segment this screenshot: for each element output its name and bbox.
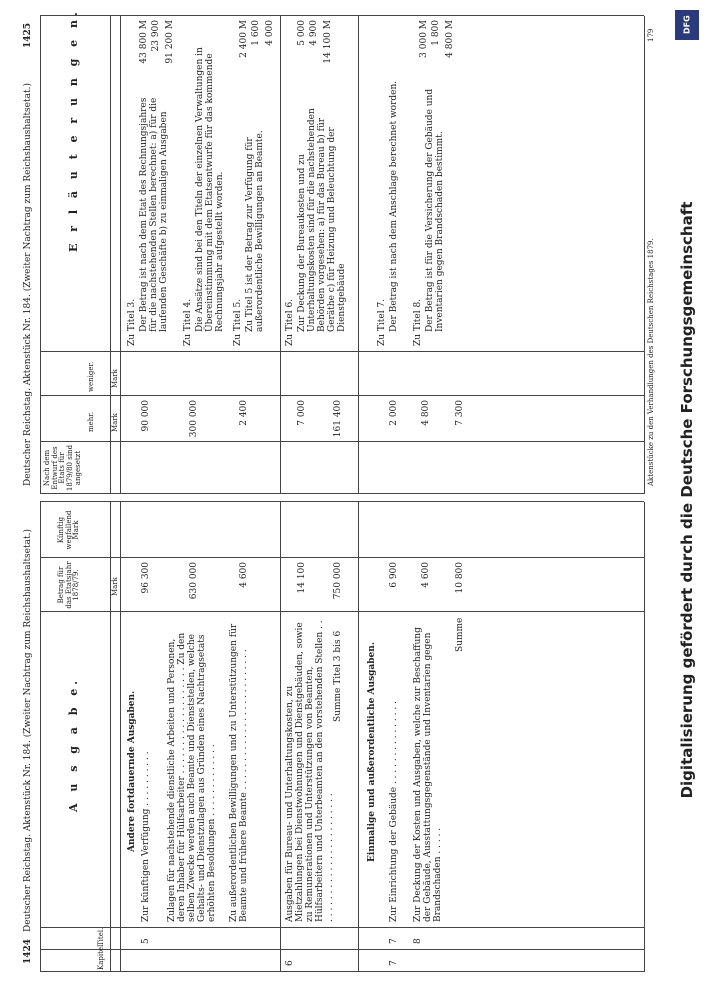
dfg-sidebar <box>667 0 707 1000</box>
betrag-value: 96 300 <box>141 562 151 594</box>
erlaeuterungen-header: E r l ä u t e r u n g e n. <box>67 8 80 252</box>
erlaeuterung-amount: 43 800 M <box>139 20 149 64</box>
vorjahr-value: 300 000 <box>189 400 199 438</box>
ausgabe-item: Ausgaben für Bureau- und Unterhaltungskosten, zu Mietzahlungen bei Dienstwohnungen und Dienstgebäuden, sowie zu Remunerationen und Unterstützungen von Beamten, Hülfsarbeitern und Unterbeamten an den vorstehenden Stellen . . . . . . . . . . . . . . . . . . . . . . . . . <box>285 620 335 922</box>
betrag-value: 4 600 <box>239 562 249 588</box>
right-page-number: 1425 <box>23 22 33 48</box>
erlaeuterung-text: Der Betrag ist nach dem Anschlage berechnet worden. <box>389 80 399 332</box>
erlaeuterung-text: Zu Titel 5 ist der Betrag zur Verfügung für außerordentliche Bewilligungen an Beamte. <box>245 130 265 332</box>
erlaeuterung-ref: Zu Titel 8. <box>413 298 423 346</box>
rotated-page-content <box>18 8 658 972</box>
kuenftig-header: Künftig wegfallend Mark <box>57 510 81 550</box>
erlaeuterung-text: Zur Deckung der Bureaukosten und zu Unterhaltungskosten sind für die nachstehenden Behörden vorgesehen: a) für das Bureau b) für Geräthe c) für Heizung und Beleuchtung der Dienstgebäude <box>297 108 347 332</box>
erlaeuterung-sum: 4 000 <box>265 20 275 46</box>
erlaeuterung-amount: 1 600 <box>251 20 261 46</box>
erlaeuterung-text: Die Ansätze sind bei den Titeln der einzelnen Verwaltungen in Übereinstimmung mit dem Etatsentwurfe für das kommende Rechnungsjahr aufgestellt worden. <box>195 47 225 332</box>
titel-number: 5 <box>141 938 151 944</box>
titel-number: 8 <box>413 938 423 944</box>
section-heading: Einmalige und außerordentliche Ausgaben. <box>367 642 377 862</box>
dfg-logo-icon: DFG <box>675 10 699 40</box>
ausgabe-item: Zur Deckung der Kosten und Ausgaben, welche zur Beschaffung der Gebäude, Ausstattungsgegenstände und Inventarien gegen Brandschaden . . . . . <box>413 627 443 922</box>
vorjahr-value: 4 800 <box>421 400 431 426</box>
footer-note: Aktenstücke zu den Verhandlungen des Deutschen Reichstages 1879. <box>647 238 655 486</box>
mark-unit: Mark <box>111 413 119 432</box>
section-heading: Andere fortdauernde Ausgaben. <box>127 690 137 852</box>
vorjahr-sum: 7 300 <box>455 400 465 426</box>
ausgabe-item: Zu außerordentlichen Bewilligungen und zu Unterstützungen für Beamte und frühere Beamte . . . . . . . . . . . . . . . . . . . . . . . . . <box>229 623 249 922</box>
sum-value: 10 800 <box>455 562 465 594</box>
vorjahr-value: 7 000 <box>297 400 307 426</box>
erlaeuterung-amount: 4 900 <box>309 20 319 46</box>
weniger-header: weniger. <box>87 361 95 392</box>
erlaeuterung-amount: 23 900 <box>151 20 161 52</box>
ausgabe-item: Zur künftigen Verfügung . . . . . . . . . . <box>141 751 151 922</box>
erlaeuterung-ref: Zu Titel 4. <box>183 298 193 346</box>
dfg-funding-notice: Digitalisierung gefördert durch die Deutsche Forschungsgemeinschaft <box>678 201 696 799</box>
betrag-header: Betrag für das Etatsjahr 1878/79. <box>57 561 81 609</box>
nach-dem-header: Nach dem Entwurf des Etats für 1879/80 sind angesetzt <box>43 444 82 492</box>
erlaeuterung-sum: 14 100 M <box>323 20 333 64</box>
erlaeuterung-ref: Zu Titel 5. <box>233 298 243 346</box>
betrag-value: 6 900 <box>389 562 399 588</box>
kapitel-header: Kapitel. <box>97 942 105 970</box>
ausgabe-item: Zur Einrichtung der Gebäude . . . . . . . . . . . . . . . <box>389 701 399 922</box>
sum-value: 750 000 <box>333 562 343 600</box>
erlaeuterung-text: Der Betrag ist für die Versicherung der Gebäude und Inventarien gegen Brandschaden bestimmt. <box>425 88 445 332</box>
sum-label: Summe <box>455 617 465 652</box>
sum-label: Summe Titel 3 bis 6 <box>333 630 343 722</box>
left-page-number: 1424 <box>23 938 33 964</box>
vorjahr-value: 2 000 <box>389 400 399 426</box>
erlaeuterung-amount: 5 000 <box>297 20 307 46</box>
erlaeuterung-text: Der Betrag ist nach dem Etat des Rechnungsjahres für die nachstehenden Stellen berechnet: a) für die laufenden Geschäfte b) zu einmaligen Ausgaben <box>139 97 169 332</box>
kapitel-number: 7 <box>389 960 399 966</box>
titel-header: Titel. <box>97 927 105 946</box>
vorjahr-sum: 161 400 <box>333 400 343 438</box>
footer-number: 179 <box>647 28 655 42</box>
erlaeuterung-sum: 4 800 M <box>445 20 455 58</box>
erlaeuterung-amount: 3 000 M <box>419 20 429 58</box>
scanned-document <box>18 8 658 972</box>
betrag-value: 4 600 <box>421 562 431 588</box>
betrag-value: 14 100 <box>297 562 307 594</box>
ausgabe-header: A u s g a b e. <box>67 676 80 812</box>
mehr-header: mehr. <box>87 411 95 432</box>
erlaeuterung-ref: Zu Titel 6. <box>285 298 295 346</box>
mark-unit: Mark <box>111 369 119 388</box>
vorjahr-value: 90 000 <box>141 400 151 432</box>
titel-number: 7 <box>389 938 399 944</box>
right-header-title: Deutscher Reichstag. Aktenstück Nr. 184. (Zweiter Nachtrag zum Reichshaushaltsetat.) <box>23 83 33 486</box>
left-header-title: Deutscher Reichstag. Aktenstück Nr. 184. (Zweiter Nachtrag zum Reichshaushaltsetat.) <box>23 529 33 932</box>
erlaeuterung-ref: Zu Titel 3. <box>127 298 137 346</box>
erlaeuterung-sum: 91 200 M <box>165 20 175 64</box>
vorjahr-value: 2 400 <box>239 400 249 426</box>
kapitel-number: 6 <box>285 960 295 966</box>
betrag-unit: Mark <box>111 577 119 596</box>
betrag-value: 630 000 <box>189 562 199 600</box>
erlaeuterung-ref: Zu Titel 7. <box>377 298 387 346</box>
ausgabe-item: Zulagen für nachstehende dienstliche Arbeiten und Personen, deren Inhaber für Hülfsarbeiter . . . . . . . . . . . . . . . . . . . Zu den selben Zwecke werden auch Beamte und Dienststellen, welche Gehalts- und Dienstzulagen aus Gründen eines Nachtragsetats erhöhten Besoldungen . . . . . . . . . . . . . <box>167 632 217 922</box>
erlaeuterung-amount: 1 800 <box>431 20 441 46</box>
erlaeuterung-amount: 2 400 M <box>239 20 249 58</box>
